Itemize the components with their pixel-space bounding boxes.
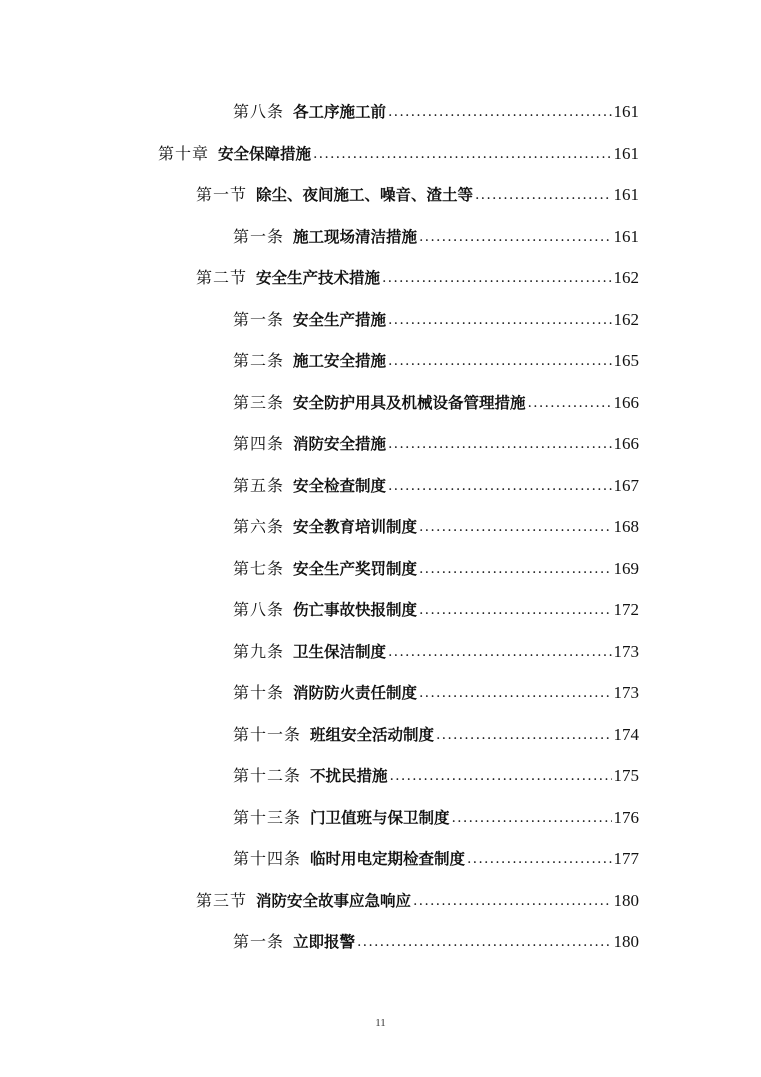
toc-entry-title: 消防安全故事应急响应 [256,892,412,910]
toc-entry-number: 第十四条 [233,849,302,868]
toc-dot-leader [419,601,611,617]
toc-dot-leader [390,767,612,783]
toc-entry-page: 161 [613,185,639,204]
toc-dot-leader [388,643,611,659]
toc-entry-page: 166 [613,393,639,412]
toc-entry-number: 第六条 [233,517,285,536]
toc-entry[interactable] [233,926,639,952]
toc-entry-page: 177 [613,849,639,868]
toc-entry-title: 施工安全措施 [293,352,387,370]
toc-entry-number: 第三节 [196,891,248,910]
toc-entry[interactable] [233,428,639,454]
toc-entry-page: 172 [613,600,639,619]
toc-entry-page: 161 [613,144,639,163]
toc-entry-number: 第十二条 [233,766,302,785]
toc-entry-page: 167 [613,476,639,495]
toc-entry-title: 安全生产措施 [293,311,387,329]
toc-entry[interactable] [233,843,639,869]
toc-dot-leader [419,684,611,700]
toc-entry-page: 173 [613,642,639,661]
toc-entry[interactable] [233,304,639,330]
toc-entry-title: 立即报警 [293,933,356,951]
toc-entry-page: 180 [613,932,639,951]
toc-entry[interactable] [233,677,639,703]
toc-entry-number: 第三条 [233,393,285,412]
toc-dot-leader [436,726,611,742]
toc-entry-title: 施工现场清洁措施 [293,228,418,246]
toc-entry-page: 176 [613,808,639,827]
toc-entry-title: 安全教育培训制度 [293,518,418,536]
toc-entry[interactable] [233,802,639,828]
toc-entry-number: 第一条 [233,227,285,246]
toc-entry-number: 第一节 [196,185,248,204]
toc-dot-leader [419,560,611,576]
toc-entry[interactable] [233,553,639,579]
toc-entry[interactable] [233,96,639,122]
toc-dot-leader [388,103,611,119]
toc-dot-leader [452,809,612,825]
toc-entry-number: 第一条 [233,932,285,951]
toc-entry[interactable] [233,345,639,371]
toc-dot-leader [388,477,611,493]
toc-entry[interactable] [196,885,639,911]
toc-entry-page: 180 [613,891,639,910]
toc-entry-number: 第八条 [233,102,285,121]
toc-dot-leader [467,850,611,866]
toc-entry-page: 175 [613,766,639,785]
toc-entry-page: 173 [613,683,639,702]
toc-entry-page: 162 [613,310,639,329]
toc-entry-number: 第十三条 [233,808,302,827]
toc-entry-title: 安全生产技术措施 [256,269,381,287]
toc-entry-title: 除尘、夜间施工、噪音、渣土等 [256,186,474,204]
toc-entry[interactable] [233,511,639,537]
toc-entry-page: 165 [613,351,639,370]
toc-entry-title: 安全保障措施 [218,145,312,163]
toc-entry-title: 临时用电定期检查制度 [310,850,466,868]
toc-dot-leader [382,269,611,285]
toc-dot-leader [528,394,612,410]
toc-entry-number: 第四条 [233,434,285,453]
toc-entry[interactable] [196,179,639,205]
toc-entry-page: 161 [613,227,639,246]
toc-entry-page: 168 [613,517,639,536]
toc-dot-leader [357,933,611,949]
toc-entry-title: 安全检查制度 [293,477,387,495]
toc-entry-title: 安全防护用具及机械设备管理措施 [293,394,526,412]
toc-entry-page: 169 [613,559,639,578]
toc-entry[interactable] [233,636,639,662]
toc-entry[interactable] [233,221,639,247]
toc-dot-leader [388,352,611,368]
toc-entry-title: 消防防火责任制度 [293,684,418,702]
toc-entry-number: 第十一条 [233,725,302,744]
toc-entry[interactable] [233,719,639,745]
toc-dot-leader [388,435,611,451]
toc-entry-page: 161 [613,102,639,121]
toc-entry-title: 门卫值班与保卫制度 [310,809,450,827]
toc-dot-leader [388,311,611,327]
toc-entry-page: 166 [613,434,639,453]
toc-entry-number: 第八条 [233,600,285,619]
toc-entry[interactable] [233,470,639,496]
toc-entry-title: 伤亡事故快报制度 [293,601,418,619]
toc-entry-number: 第二节 [196,268,248,287]
toc-entry-page: 174 [613,725,639,744]
toc-dot-leader [419,228,611,244]
toc-dot-leader [413,892,611,908]
toc-dot-leader [419,518,611,534]
toc-dot-leader [475,186,611,202]
toc-entry-number: 第五条 [233,476,285,495]
toc-entry-number: 第七条 [233,559,285,578]
toc-entry-page: 162 [613,268,639,287]
toc-entry-title: 班组安全活动制度 [310,726,435,744]
toc-entry[interactable] [233,594,639,620]
toc-entry[interactable] [233,760,639,786]
toc-entry-title: 卫生保洁制度 [293,643,387,661]
toc-entry-title: 各工序施工前 [293,103,387,121]
toc-dot-leader [313,145,611,161]
toc-entry[interactable] [158,138,639,164]
toc-entry-number: 第十章 [158,144,210,163]
toc-entry[interactable] [196,262,639,288]
toc-entry-title: 不扰民措施 [310,767,388,785]
toc-entry-title: 安全生产奖罚制度 [293,560,418,578]
toc-entry-number: 第一条 [233,310,285,329]
toc-entry-number: 第二条 [233,351,285,370]
toc-entry-number: 第九条 [233,642,285,661]
toc-entry[interactable] [233,387,639,413]
toc-entry-number: 第十条 [233,683,285,702]
page-number: 11 [375,1017,386,1029]
toc-entry-title: 消防安全措施 [293,435,387,453]
